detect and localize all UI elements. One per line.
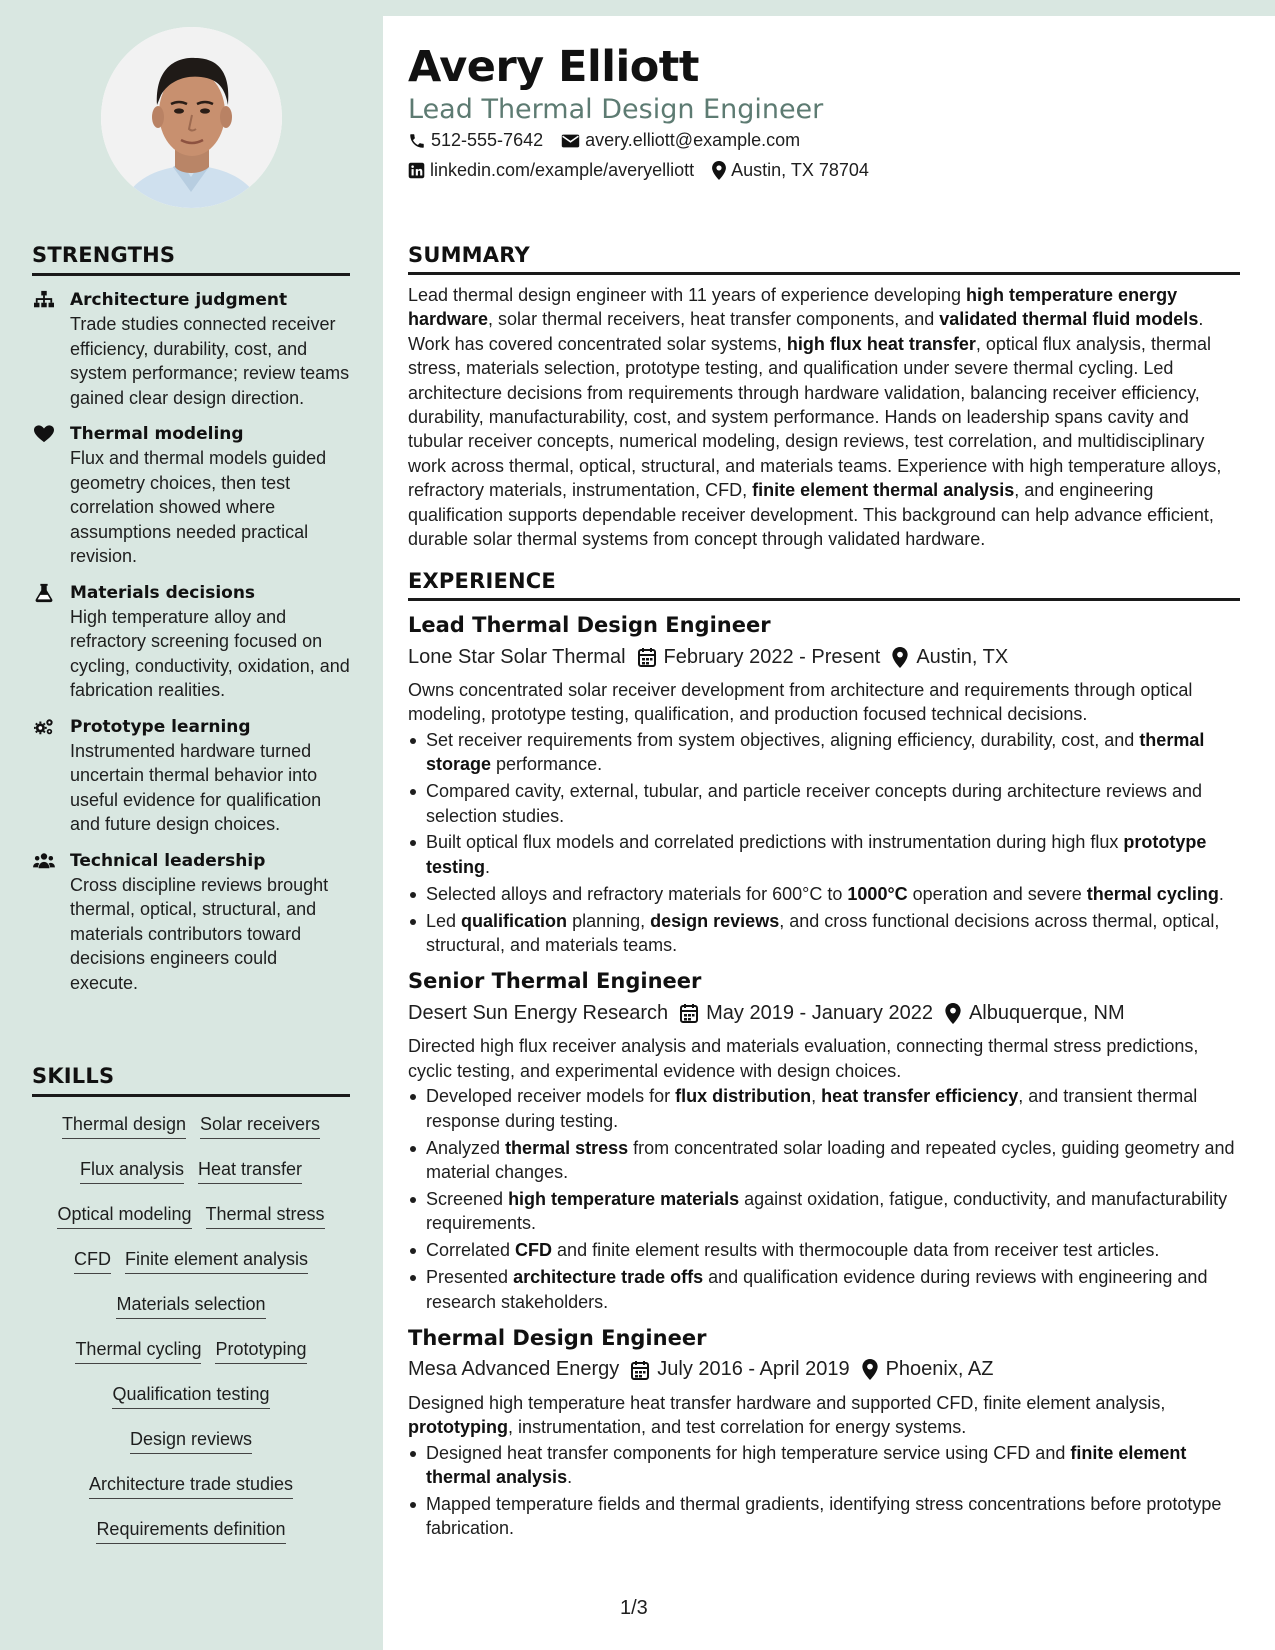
text-run: Correlated	[426, 1240, 516, 1261]
emphasis-text: high flux heat transfer	[786, 333, 976, 354]
skill-row	[32, 1242, 350, 1287]
linkedin-icon	[408, 162, 425, 179]
job-entry	[408, 967, 1240, 1313]
strength-desc: Cross discipline reviews brought thermal, optical, structural, and materials contributors toward decisions engineers could execute.	[70, 874, 329, 993]
dates-text: July 2016 - April 2019	[657, 1358, 850, 1381]
skill-tag: Thermal design	[62, 1113, 186, 1139]
text-run: .	[567, 1467, 573, 1488]
text-run: Compared cavity, external, tubular, and particle receiver concepts during architecture reviews and selection studies.	[426, 781, 1203, 826]
summary-text	[408, 283, 1240, 551]
text-run: performance.	[491, 754, 603, 775]
summary-heading: SUMMARY	[408, 243, 1240, 275]
job-meta	[408, 1355, 1240, 1385]
job-bullets	[408, 728, 1240, 958]
emphasis-text: 1000°C	[847, 883, 908, 904]
text-run: .	[1218, 883, 1224, 904]
text-run: Designed high temperature heat transfer hardware and supported CFD, finite element analysis,	[408, 1392, 1166, 1413]
emphasis-text: thermal storage	[426, 729, 1205, 775]
gears-icon	[32, 717, 56, 737]
text-run: .	[485, 856, 491, 877]
emphasis-text: prototype testing	[426, 832, 1207, 877]
email-text: avery.elliott@example.com	[585, 130, 801, 150]
skill-tag: Heat transfer	[198, 1158, 302, 1184]
strength-item	[32, 715, 350, 837]
location-text: Albuquerque, NM	[968, 1001, 1125, 1024]
skill-tag: Requirements definition	[96, 1518, 285, 1544]
job-bullet	[408, 779, 1240, 828]
flask-icon	[32, 583, 56, 603]
skill-tag: Solar receivers	[200, 1113, 320, 1139]
text-run: Directed high flux receiver analysis and materials evaluation, connecting thermal stress predictions, cyclic testing, and experimental evidence with design choices.	[408, 1036, 1199, 1081]
job-description	[408, 1391, 1240, 1440]
text-run: , optical flux analysis, thermal stress, materials selection, prototype testing, and qualification under severe thermal cycling. Led architecture decisions from requirements through hardware validation, balancing receiver efficiency, durability, manufacturability, cost, and system performance. Hands on leadership spans cavity and tubular receiver concepts, numerical modeling, design reviews, test correlation, and multidisciplinary work across thermal, optical, structural, and materials teams. Experience with high temperature alloys, refractory materials, instrumentation, CFD,	[408, 333, 1222, 501]
skill-row	[32, 1152, 350, 1197]
emphasis-text: thermal cycling	[1086, 883, 1219, 904]
candidate-name: Avery Elliott	[408, 42, 699, 92]
text-run: Presented	[426, 1267, 514, 1288]
jobs-list	[408, 611, 1240, 1541]
job-entry	[408, 611, 1240, 957]
linkedin-text: linkedin.com/example/averyelliott	[430, 160, 695, 180]
contact-row-2	[408, 160, 887, 181]
calendar-icon	[680, 1003, 706, 1023]
job-bullet	[408, 1238, 1240, 1262]
emphasis-text: thermal stress	[505, 1137, 629, 1158]
skill-tag: Architecture trade studies	[89, 1473, 293, 1499]
people-icon	[32, 851, 56, 871]
skill-row	[32, 1197, 350, 1242]
emphasis-text: high temperature energy hardware	[408, 285, 1178, 330]
text-run: Built optical flux models and correlated predictions with instrumentation during high flux	[426, 832, 1124, 853]
text-run: , solar thermal receivers, heat transfer components, and	[488, 309, 940, 330]
emphasis-text: qualification	[461, 910, 568, 931]
skill-row	[32, 1287, 350, 1332]
job-location	[945, 1002, 1125, 1025]
skills-heading: SKILLS	[32, 1064, 350, 1097]
phone-text: 512-555-7642	[431, 130, 544, 150]
text-run: Lead thermal design engineer with 11 years of experience developing	[408, 285, 967, 305]
text-run: from concentrated solar loading and repeated cycles, guiding geometry and material changes.	[426, 1137, 1235, 1182]
skill-tag: Flux analysis	[80, 1158, 184, 1184]
dates-text: February 2022 - Present	[663, 645, 881, 668]
skill-tag: Prototyping	[215, 1338, 306, 1364]
job-bullets	[408, 1441, 1240, 1541]
phone-icon	[408, 132, 426, 150]
location-text: Austin, TX	[916, 645, 1009, 668]
skill-row	[32, 1332, 350, 1377]
candidate-headline: Lead Thermal Design Engineer	[408, 94, 824, 125]
strengths-heading: STRENGTHS	[32, 243, 350, 276]
emphasis-text: validated thermal fluid models	[939, 309, 1199, 330]
skill-row	[32, 1422, 350, 1467]
calendar-icon	[638, 647, 664, 667]
skill-row	[32, 1467, 350, 1512]
skill-tag: Thermal cycling	[75, 1338, 201, 1364]
text-run: planning,	[567, 910, 651, 931]
skill-tag: CFD	[74, 1248, 111, 1274]
map-pin-icon	[945, 1003, 969, 1024]
contact-row-1	[408, 130, 818, 151]
job-bullet	[408, 728, 1240, 777]
job-dates	[680, 1002, 933, 1025]
job-location	[862, 1358, 994, 1381]
skills-section	[32, 1064, 350, 1557]
text-run: , and engineering qualification supports dependable receiver development. This background can help advance efficient, durable solar thermal systems from concept through validated hardware.	[408, 480, 1214, 550]
strength-title: Technical leadership	[70, 850, 266, 871]
strength-title: Architecture judgment	[70, 290, 288, 310]
job-meta	[408, 998, 1240, 1028]
text-run: Designed heat transfer components for high temperature service using CFD and	[426, 1442, 1071, 1463]
emphasis-text: finite element thermal analysis	[752, 480, 1015, 501]
company-name: Mesa Advanced Energy	[408, 1358, 620, 1381]
contact-location	[712, 160, 869, 181]
job-dates	[638, 646, 881, 669]
strength-item	[32, 849, 350, 996]
strength-item	[32, 422, 350, 569]
location-text: Austin, TX 78704	[731, 160, 869, 180]
job-description	[408, 1034, 1240, 1083]
job-location	[892, 646, 1008, 669]
skill-tag: Design reviews	[130, 1428, 252, 1454]
job-bullet	[408, 1187, 1240, 1236]
location-text: Phoenix, AZ	[885, 1358, 994, 1381]
skill-tag: Qualification testing	[112, 1383, 269, 1409]
dates-text: May 2019 - January 2022	[706, 1001, 933, 1024]
map-pin-icon	[862, 1359, 886, 1380]
job-bullet	[408, 1265, 1240, 1314]
text-run: Screened	[426, 1188, 509, 1209]
skills-list	[32, 1107, 350, 1557]
text-run: , and transient thermal response during testing.	[426, 1086, 1198, 1131]
contact-email[interactable]	[561, 130, 800, 151]
strengths-section	[32, 243, 350, 995]
page-number: 1/3	[620, 1597, 648, 1619]
skill-row	[32, 1377, 350, 1422]
skill-tag: Thermal stress	[206, 1203, 325, 1229]
emphasis-text: flux distribution	[675, 1086, 812, 1107]
job-description	[408, 678, 1240, 727]
heart-icon	[32, 424, 56, 444]
skill-row	[32, 1107, 350, 1152]
emphasis-text: design reviews	[650, 910, 780, 931]
skill-tag: Finite element analysis	[125, 1248, 308, 1274]
job-bullet	[408, 830, 1240, 879]
strength-desc: Instrumented hardware turned uncertain thermal behavior into useful evidence for qualification and future design choices.	[70, 740, 322, 834]
skill-tag: Optical modeling	[57, 1203, 191, 1229]
summary-section	[408, 243, 1240, 551]
emphasis-text: CFD	[515, 1240, 553, 1261]
text-run: Analyzed	[426, 1137, 506, 1158]
text-run: , instrumentation, and test correlation for energy systems.	[507, 1417, 967, 1438]
experience-heading: EXPERIENCE	[408, 569, 1240, 601]
strength-item	[32, 288, 350, 410]
strength-desc: Trade studies connected receiver efficiency, durability, cost, and system performance; review teams gained clear design direction.	[70, 314, 350, 408]
text-run: operation and severe	[907, 883, 1087, 904]
company-name: Desert Sun Energy Research	[408, 1001, 669, 1024]
emphasis-text: finite element thermal analysis	[426, 1442, 1187, 1488]
text-run: Led	[426, 910, 462, 931]
emphasis-text: prototyping	[408, 1417, 508, 1438]
contact-phone[interactable]	[408, 130, 543, 151]
strength-item	[32, 581, 350, 703]
text-run: ,	[811, 1086, 822, 1107]
calendar-icon	[631, 1360, 657, 1380]
avatar	[101, 27, 282, 208]
job-bullet	[408, 1136, 1240, 1185]
job-bullet	[408, 1441, 1240, 1490]
text-run: Developed receiver models for	[426, 1086, 676, 1107]
text-run: Set receiver requirements from system objectives, aligning efficiency, durability, cost, and	[426, 729, 1140, 750]
map-pin-icon	[712, 161, 726, 180]
emphasis-text: heat transfer efficiency	[821, 1086, 1019, 1107]
job-bullets	[408, 1084, 1240, 1314]
map-pin-icon	[892, 647, 916, 668]
envelope-icon	[561, 133, 580, 149]
skill-tag: Materials selection	[116, 1293, 265, 1319]
strength-title: Materials decisions	[70, 582, 256, 603]
text-run: , and cross functional decisions across thermal, optical, structural, and materials teams.	[426, 910, 1220, 956]
job-title: Thermal Design Engineer	[408, 1325, 707, 1350]
text-run: . Work has covered concentrated solar systems,	[408, 309, 1204, 354]
job-title: Senior Thermal Engineer	[408, 969, 702, 994]
contact-linkedin[interactable]	[408, 160, 694, 181]
text-run: Selected alloys and refractory materials for 600°C to	[426, 883, 848, 904]
job-bullet	[408, 909, 1240, 958]
job-meta	[408, 642, 1240, 672]
text-run: Mapped temperature fields and thermal gradients, identifying stress concentrations before prototype fabrication.	[426, 1494, 1222, 1539]
emphasis-text: high temperature materials	[508, 1188, 740, 1209]
job-bullet	[408, 1084, 1240, 1133]
skill-row	[32, 1512, 350, 1557]
strengths-list	[32, 288, 350, 995]
emphasis-text: architecture trade offs	[513, 1267, 704, 1288]
strength-desc: High temperature alloy and refractory screening focused on cycling, conductivity, oxidation, and fabrication realities.	[70, 606, 350, 700]
text-run: against oxidation, fatigue, conductivity, and manufacturability requirements.	[426, 1188, 1228, 1234]
job-entry	[408, 1324, 1240, 1541]
job-bullet	[408, 882, 1240, 906]
text-run: Owns concentrated solar receiver development from architecture and requirements through optical modeling, prototype testing, qualification, and production focused technical decisions.	[408, 680, 1193, 725]
company-name: Lone Star Solar Thermal	[408, 645, 626, 668]
avatar-portrait-icon	[101, 27, 282, 208]
job-title: Lead Thermal Design Engineer	[408, 613, 771, 637]
text-run: and finite element results with thermocouple data from receiver test articles.	[552, 1240, 1160, 1261]
hierarchy-icon	[32, 290, 56, 310]
strength-title: Prototype learning	[70, 716, 251, 737]
text-run: and qualification evidence during reviews with engineering and research stakeholders.	[426, 1267, 1208, 1312]
experience-section	[408, 569, 1240, 1543]
job-dates	[631, 1358, 849, 1381]
strength-desc: Flux and thermal models guided geometry choices, then test correlation showed where assumptions needed practical revision.	[70, 448, 327, 566]
strength-title: Thermal modeling	[70, 424, 244, 444]
job-bullet	[408, 1492, 1240, 1541]
